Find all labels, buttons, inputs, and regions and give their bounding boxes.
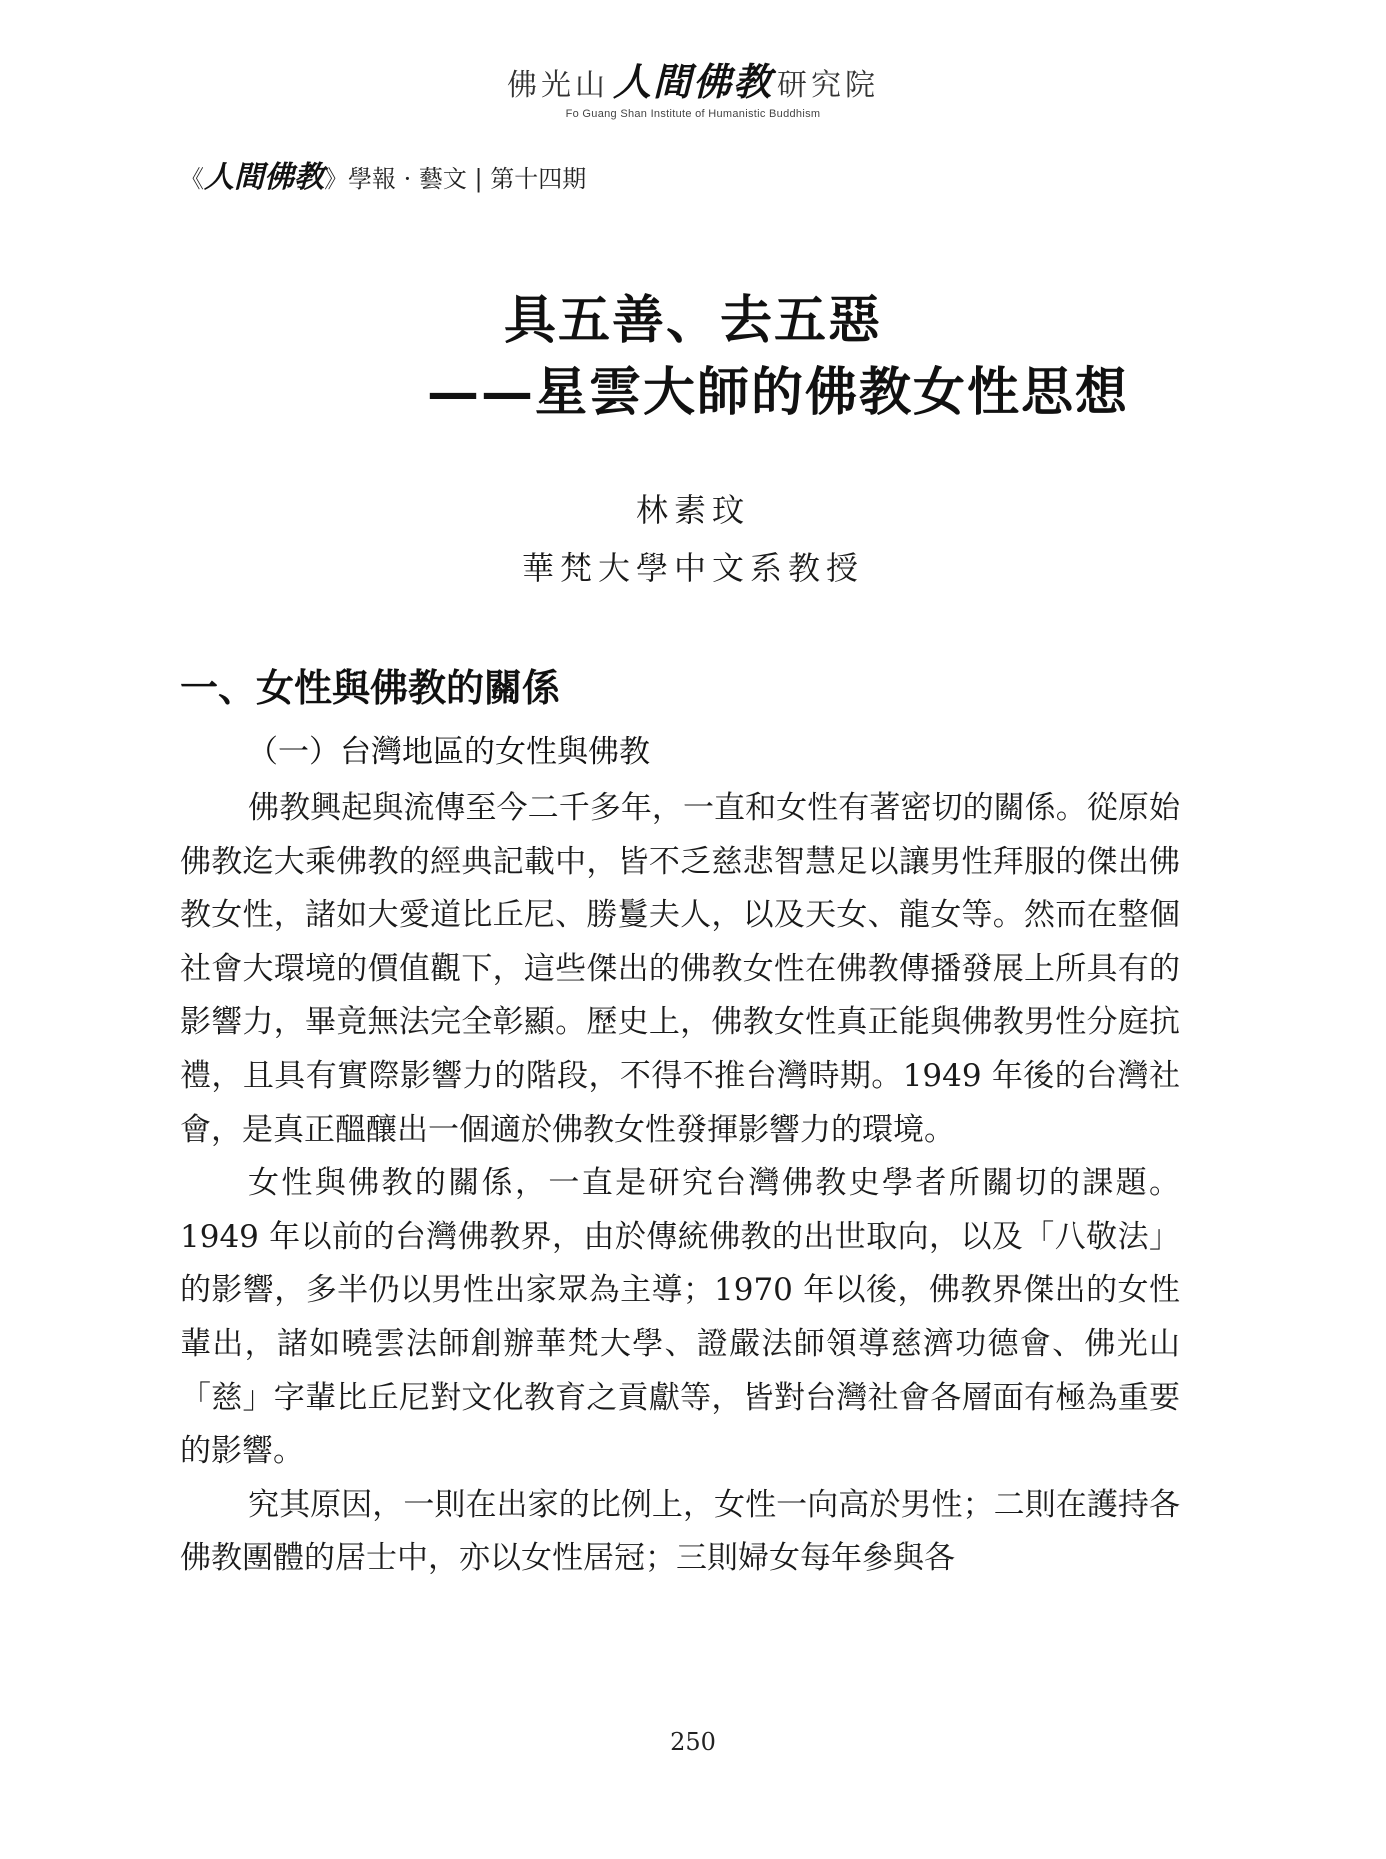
journal-open-bracket: 《	[180, 165, 204, 193]
article-title: 具五善、去五惡	[503, 290, 882, 351]
article-subtitle: ——星雲大師的佛教女性思想	[426, 362, 1129, 423]
journal-brand: 人間佛教	[204, 160, 324, 195]
body-text	[180, 782, 1180, 1586]
paragraph: 究其原因，一則在出家的比例上，女性一向高於男性；二則在護持各佛教團體的居士中，亦以女性居冠；三則婦女每年參與各	[180, 1486, 1180, 1577]
institute-suffix: 研究院	[777, 68, 879, 103]
institute-prefix: 佛光山	[506, 68, 609, 103]
section-heading: 一、女性與佛教的關係	[180, 665, 561, 710]
author-affiliation: 華梵大學中文系教授	[521, 549, 864, 587]
page-number: 250	[670, 1728, 716, 1756]
journal-running-header	[180, 160, 586, 197]
institute-logo	[0, 62, 1386, 106]
journal-issue-info: 》學報 · 藝文 | 第十四期	[324, 165, 587, 193]
institute-english-name: Fo Guang Shan Institute of Humanistic Buddhism	[565, 108, 821, 120]
subsection-heading: （一）台灣地區的女性與佛教	[247, 734, 650, 770]
institute-header	[0, 62, 1386, 120]
author-block	[0, 487, 1386, 591]
paragraph: 佛教興起與流傳至今二千多年，一直和女性有著密切的關係。從原始佛教迄大乘佛教的經典記載中，皆不乏慈悲智慧足以讓男性拜服的傑出佛教女性，諸如大愛道比丘尼、勝鬘夫人，以及天女、龍女等。然而在整個社會大環境的價值觀下，這些傑出的佛教女性在佛教傳播發展上所具有的影響力，畢竟無法完全彰顯。歷史上，佛教女性真正能與佛教男性分庭抗禮，且具有實際影響力的階段，不得不推台灣時期。1949 年後的台灣社會，是真正醞釀出一個適於佛教女性發揮影響力的環境。	[180, 790, 1180, 1148]
institute-brand: 人間佛教	[612, 60, 773, 104]
author-name: 林素玟	[635, 491, 750, 529]
paragraph: 女性與佛教的關係，一直是研究台灣佛教史學者所關切的課題。1949 年以前的台灣佛教界，由於傳統佛教的出世取向，以及「八敬法」的影響，多半仍以男性出家眾為主導；1970 年以後，佛教界傑出的女性輩出，諸如曉雲法師創辦華梵大學、證嚴法師領導慈濟功德會、佛光山「慈」字輩比丘尼對文化教育之貢獻等，皆對台灣社會各層面有極為重要的影響。	[180, 1165, 1180, 1470]
article-title-block	[0, 285, 1386, 429]
